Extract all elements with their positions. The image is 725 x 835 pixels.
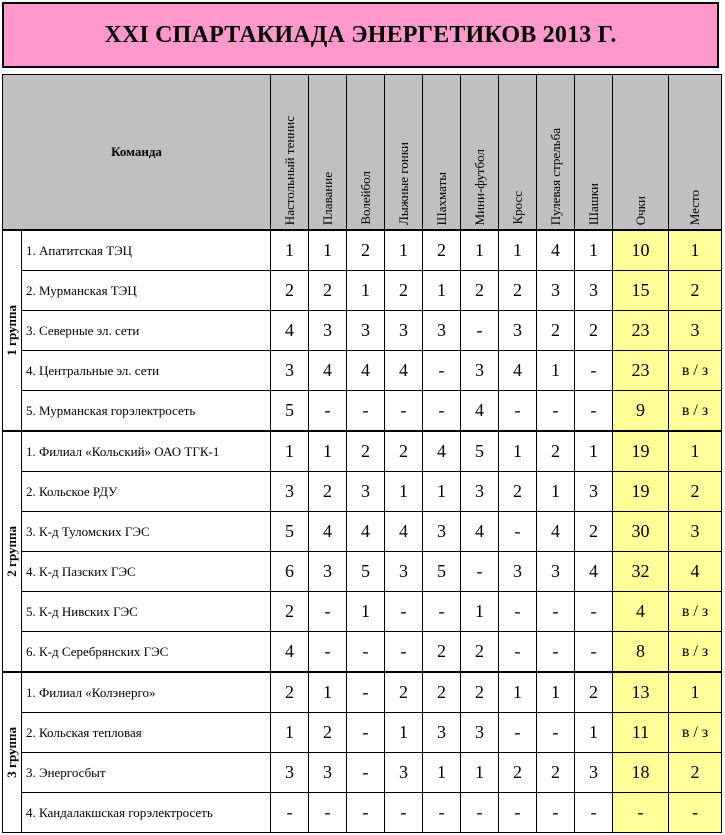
result-cell: - xyxy=(499,592,537,632)
result-cell: - xyxy=(423,391,461,432)
table-row xyxy=(3,351,722,391)
result-cell: 4 xyxy=(423,431,461,472)
result-cell: 3 xyxy=(423,713,461,753)
group-label: 3 группа xyxy=(4,727,19,778)
table-row xyxy=(3,230,722,271)
team-name-cell: 2. Кольское РДУ xyxy=(22,472,271,512)
result-cell: 1 xyxy=(575,431,613,472)
result-cell: 4 xyxy=(271,632,309,673)
result-cell: 3 xyxy=(461,713,499,753)
sport-column-header-label: Лыжные гонки xyxy=(395,142,411,225)
result-cell: 1 xyxy=(347,271,385,311)
result-cell: 1 xyxy=(461,230,499,271)
place-column-header-label: Место xyxy=(687,189,702,225)
result-cell: 1 xyxy=(423,753,461,793)
result-cell: 1 xyxy=(385,713,423,753)
result-cell: 2 xyxy=(385,271,423,311)
result-cell: 2 xyxy=(499,472,537,512)
sport-column-header-label: Волейбол xyxy=(357,171,373,225)
result-cell: 3 xyxy=(537,552,575,592)
result-cell: 2 xyxy=(271,271,309,311)
sport-column-header xyxy=(271,75,309,231)
table-row xyxy=(3,713,722,753)
result-cell: 2 xyxy=(575,512,613,552)
result-cell: 3 xyxy=(347,472,385,512)
result-cell: - xyxy=(575,592,613,632)
result-cell: 3 xyxy=(309,311,347,351)
result-cell: 2 xyxy=(537,431,575,472)
sport-column-header xyxy=(385,75,423,231)
result-cell: - xyxy=(347,713,385,753)
team-name-cell: 4. К-д Пазских ГЭС xyxy=(22,552,271,592)
result-cell: 2 xyxy=(347,230,385,271)
group-label: 2 группа xyxy=(4,526,19,577)
result-cell: 4 xyxy=(537,230,575,271)
result-cell: 1 xyxy=(309,431,347,472)
table-row xyxy=(3,753,722,793)
result-cell: 3 xyxy=(271,472,309,512)
result-cell: 1 xyxy=(499,230,537,271)
result-cell: 4 xyxy=(309,512,347,552)
team-name-cell: 5. Мурманская горэлектросеть xyxy=(22,391,271,432)
result-cell: 4 xyxy=(385,512,423,552)
points-cell: 15 xyxy=(613,271,669,311)
result-cell: - xyxy=(499,512,537,552)
place-cell: в / з xyxy=(669,632,722,673)
table-row xyxy=(3,472,722,512)
result-cell: - xyxy=(575,632,613,673)
result-cell: - xyxy=(499,713,537,753)
sport-column-header xyxy=(461,75,499,231)
team-name-cell: 1. Филиал «Колэнерго» xyxy=(22,672,271,713)
result-cell: 1 xyxy=(461,592,499,632)
result-cell: 1 xyxy=(499,672,537,713)
points-cell: 18 xyxy=(613,753,669,793)
result-cell: 2 xyxy=(499,753,537,793)
place-cell: 3 xyxy=(669,512,722,552)
result-cell: 4 xyxy=(461,391,499,432)
result-cell: - xyxy=(499,793,537,833)
result-cell: 1 xyxy=(271,713,309,753)
group-label-cell xyxy=(3,672,22,833)
place-cell: в / з xyxy=(669,713,722,753)
result-cell: - xyxy=(347,391,385,432)
result-cell: 1 xyxy=(499,431,537,472)
page-title: XXI СПАРТАКИАДА ЭНЕРГЕТИКОВ 2013 Г. xyxy=(2,2,719,68)
result-cell: 2 xyxy=(423,632,461,673)
result-cell: - xyxy=(347,632,385,673)
result-cell: 1 xyxy=(461,753,499,793)
points-cell: 23 xyxy=(613,311,669,351)
place-cell: 2 xyxy=(669,271,722,311)
table-row xyxy=(3,552,722,592)
result-cell: 3 xyxy=(575,753,613,793)
result-cell: 3 xyxy=(537,271,575,311)
result-cell: 1 xyxy=(537,672,575,713)
place-cell: 1 xyxy=(669,230,722,271)
result-cell: 3 xyxy=(271,351,309,391)
result-cell: 1 xyxy=(537,351,575,391)
result-cell: 3 xyxy=(309,552,347,592)
result-cell: 6 xyxy=(271,552,309,592)
sport-column-header xyxy=(575,75,613,231)
group-label-cell xyxy=(3,431,22,672)
result-cell: 2 xyxy=(537,753,575,793)
sport-column-header xyxy=(537,75,575,231)
result-cell: 3 xyxy=(385,311,423,351)
points-cell: 11 xyxy=(613,713,669,753)
place-cell: в / з xyxy=(669,592,722,632)
result-cell: - xyxy=(575,351,613,391)
result-cell: - xyxy=(423,592,461,632)
result-cell: - xyxy=(347,753,385,793)
result-cell: - xyxy=(347,672,385,713)
points-cell: 9 xyxy=(613,391,669,432)
result-cell: 2 xyxy=(309,472,347,512)
team-name-cell: 3. Северные эл. сети xyxy=(22,311,271,351)
result-cell: 4 xyxy=(347,351,385,391)
result-cell: 1 xyxy=(575,230,613,271)
team-column-header: Команда xyxy=(3,75,271,231)
result-cell: - xyxy=(309,793,347,833)
result-cell: 4 xyxy=(347,512,385,552)
result-cell: - xyxy=(537,632,575,673)
points-column-header-label: Очки xyxy=(632,195,648,225)
result-cell: 3 xyxy=(499,311,537,351)
result-cell: 3 xyxy=(575,472,613,512)
sport-column-header xyxy=(347,75,385,231)
place-cell: в / з xyxy=(669,351,722,391)
points-cell: 23 xyxy=(613,351,669,391)
result-cell: 2 xyxy=(423,230,461,271)
points-cell: 4 xyxy=(613,592,669,632)
result-cell: 4 xyxy=(271,311,309,351)
result-cell: 5 xyxy=(271,512,309,552)
result-cell: 2 xyxy=(575,672,613,713)
result-cell: - xyxy=(423,793,461,833)
team-name-cell: 6. К-д Серебрянских ГЭС xyxy=(22,632,271,673)
points-cell: 30 xyxy=(613,512,669,552)
result-cell: 2 xyxy=(537,311,575,351)
team-name-cell: 1. Апатитская ТЭЦ xyxy=(22,230,271,271)
result-cell: - xyxy=(309,391,347,432)
result-cell: 2 xyxy=(575,311,613,351)
result-cell: - xyxy=(461,311,499,351)
place-cell: 1 xyxy=(669,672,722,713)
points-cell: 13 xyxy=(613,672,669,713)
result-cell: 4 xyxy=(537,512,575,552)
result-cell: 2 xyxy=(309,271,347,311)
place-column-header xyxy=(669,75,722,231)
sport-column-header-label: Плавание xyxy=(319,171,335,225)
result-cell: - xyxy=(347,793,385,833)
table-row xyxy=(3,391,722,432)
result-cell: - xyxy=(537,592,575,632)
result-cell: 2 xyxy=(461,632,499,673)
result-cell: - xyxy=(499,632,537,673)
result-cell: 5 xyxy=(423,552,461,592)
group-label: 1 группа xyxy=(4,305,19,356)
points-cell: 19 xyxy=(613,431,669,472)
result-cell: 2 xyxy=(271,592,309,632)
points-cell: 10 xyxy=(613,230,669,271)
result-cell: - xyxy=(385,391,423,432)
table-row xyxy=(3,592,722,632)
table-row xyxy=(3,311,722,351)
result-cell: 3 xyxy=(385,552,423,592)
result-cell: 4 xyxy=(309,351,347,391)
table-row xyxy=(3,672,722,713)
result-cell: 1 xyxy=(271,431,309,472)
team-name-cell: 4. Кандалакшская горэлектросеть xyxy=(22,793,271,833)
result-cell: 2 xyxy=(385,672,423,713)
result-cell: 1 xyxy=(537,472,575,512)
standings-sheet xyxy=(2,74,722,833)
result-cell: - xyxy=(385,793,423,833)
result-cell: 4 xyxy=(461,512,499,552)
result-cell: - xyxy=(461,552,499,592)
result-cell: 2 xyxy=(423,672,461,713)
team-name-cell: 4. Центральные эл. сети xyxy=(22,351,271,391)
result-cell: 3 xyxy=(385,753,423,793)
result-cell: 1 xyxy=(575,713,613,753)
result-cell: - xyxy=(537,713,575,753)
place-cell: 2 xyxy=(669,753,722,793)
sport-column-header-label: Шахматы xyxy=(433,171,449,225)
result-cell: 3 xyxy=(499,552,537,592)
result-cell: 4 xyxy=(499,351,537,391)
team-name-cell: 2. Мурманская ТЭЦ xyxy=(22,271,271,311)
result-cell: 3 xyxy=(309,753,347,793)
place-cell: в / з xyxy=(669,391,722,432)
sport-column-header-label: Пулевая стрельба xyxy=(547,127,563,225)
result-cell: 4 xyxy=(575,552,613,592)
sport-column-header xyxy=(423,75,461,231)
table-row xyxy=(3,632,722,673)
result-cell: - xyxy=(575,793,613,833)
table-row xyxy=(3,512,722,552)
result-cell: - xyxy=(385,632,423,673)
team-name-cell: 3. Энергосбыт xyxy=(22,753,271,793)
result-cell: 2 xyxy=(271,672,309,713)
result-cell: 5 xyxy=(271,391,309,432)
team-name-cell: 3. К-д Туломских ГЭС xyxy=(22,512,271,552)
sport-column-header-label: Настольный теннис xyxy=(281,115,297,225)
result-cell: 3 xyxy=(461,472,499,512)
sport-column-header xyxy=(309,75,347,231)
result-cell: 1 xyxy=(347,592,385,632)
header-row xyxy=(3,75,722,231)
result-cell: 3 xyxy=(347,311,385,351)
result-cell: - xyxy=(309,592,347,632)
result-cell: 4 xyxy=(385,351,423,391)
group-label-cell xyxy=(3,230,22,431)
result-cell: 2 xyxy=(499,271,537,311)
result-cell: 2 xyxy=(461,672,499,713)
result-cell: 1 xyxy=(423,472,461,512)
points-cell: 19 xyxy=(613,472,669,512)
points-cell: - xyxy=(613,793,669,833)
result-cell: 2 xyxy=(385,431,423,472)
result-cell: 1 xyxy=(385,472,423,512)
result-cell: - xyxy=(271,793,309,833)
table-row xyxy=(3,271,722,311)
place-cell: 1 xyxy=(669,431,722,472)
result-cell: 1 xyxy=(385,230,423,271)
result-cell: 1 xyxy=(423,271,461,311)
points-cell: 32 xyxy=(613,552,669,592)
result-cell: - xyxy=(385,592,423,632)
result-cell: - xyxy=(309,632,347,673)
result-cell: 2 xyxy=(347,431,385,472)
result-cell: 5 xyxy=(347,552,385,592)
points-cell: 8 xyxy=(613,632,669,673)
place-cell: - xyxy=(669,793,722,833)
team-name-cell: 2. Кольская тепловая xyxy=(22,713,271,753)
team-name-cell: 5. К-д Нивских ГЭС xyxy=(22,592,271,632)
place-cell: 3 xyxy=(669,311,722,351)
sport-column-header-label: Шашки xyxy=(585,182,601,225)
team-name-cell: 1. Филиал «Кольский» ОАО ТГК-1 xyxy=(22,431,271,472)
result-cell: - xyxy=(423,351,461,391)
result-cell: 3 xyxy=(423,311,461,351)
result-cell: 3 xyxy=(423,512,461,552)
result-cell: 1 xyxy=(271,230,309,271)
result-cell: - xyxy=(537,391,575,432)
table-row xyxy=(3,431,722,472)
result-cell: 3 xyxy=(461,351,499,391)
result-cell: 1 xyxy=(309,230,347,271)
result-cell: 3 xyxy=(271,753,309,793)
sport-column-header-label: Мини-футбол xyxy=(471,148,487,225)
result-cell: - xyxy=(575,391,613,432)
table-row xyxy=(3,793,722,833)
result-cell: 1 xyxy=(309,672,347,713)
result-cell: - xyxy=(537,793,575,833)
points-column-header xyxy=(613,75,669,231)
result-cell: 5 xyxy=(461,431,499,472)
sport-column-header xyxy=(499,75,537,231)
place-cell: 4 xyxy=(669,552,722,592)
standings-table xyxy=(2,74,722,833)
result-cell: 2 xyxy=(461,271,499,311)
result-cell: 3 xyxy=(575,271,613,311)
result-cell: 2 xyxy=(309,713,347,753)
sport-column-header-label: Кросс xyxy=(509,191,525,225)
result-cell: - xyxy=(461,793,499,833)
result-cell: - xyxy=(499,391,537,432)
place-cell: 2 xyxy=(669,472,722,512)
